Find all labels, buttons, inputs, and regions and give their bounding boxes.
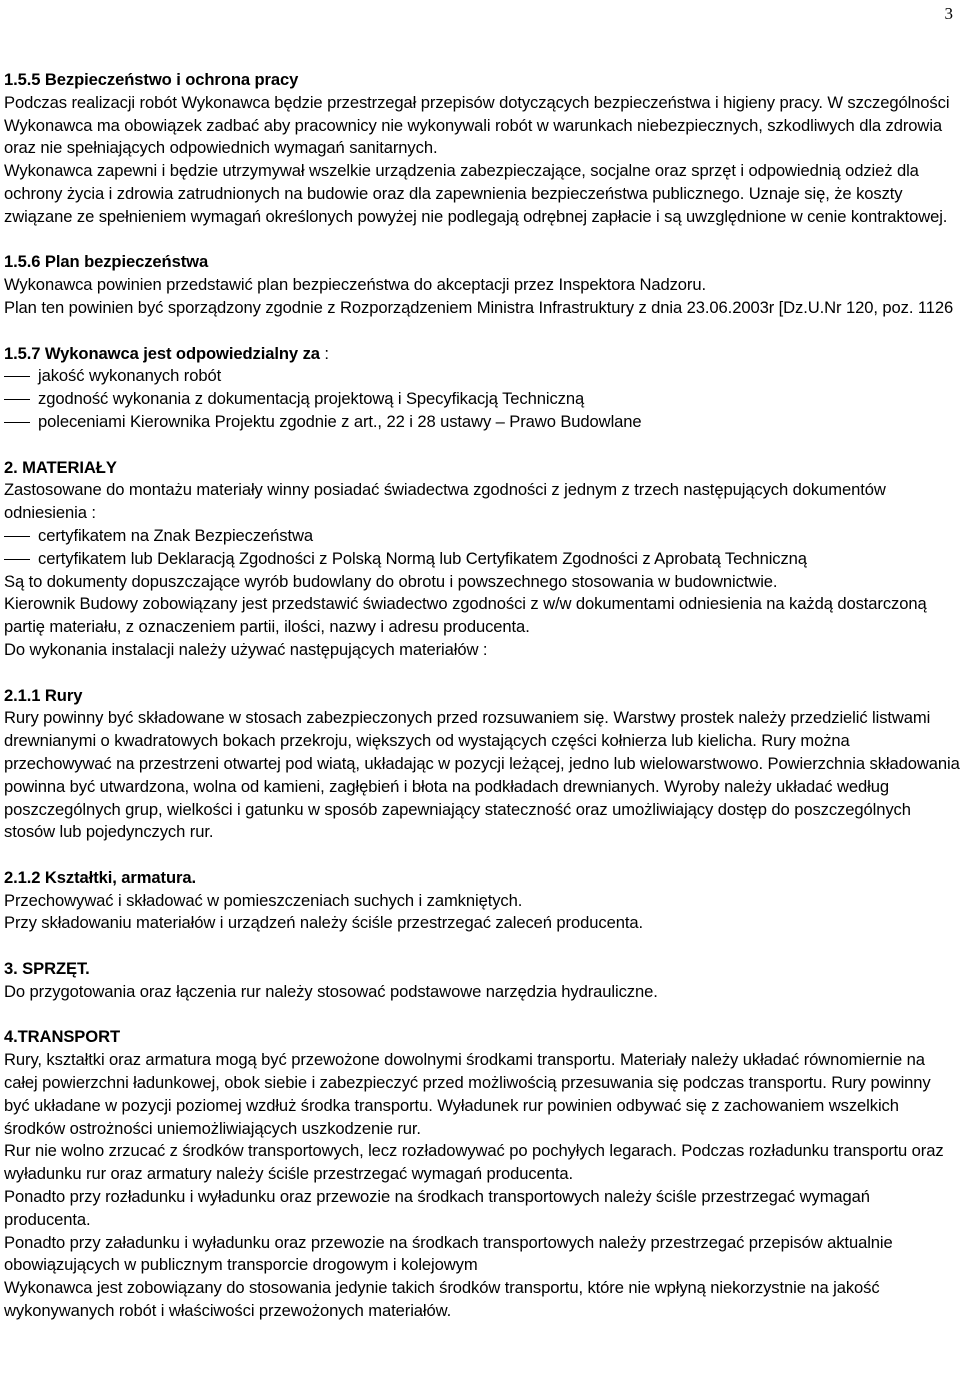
- list-item: certyfikatem na Znak Bezpieczeństwa: [4, 525, 960, 548]
- section-heading: 2.1.1 Rury: [4, 685, 83, 705]
- page-number: 3: [944, 4, 953, 23]
- document-body: [4, 69, 960, 1323]
- paragraph: Są to dokumenty dopuszczające wyrób budowlany do obrotu i powszechnego stosowania w budownictwie.: [4, 571, 778, 591]
- paragraph: Rury, kształtki oraz armatura mogą być przewożone dowolnymi środkami transportu. Materiały należy układać równomiernie na całej powierzchni ładunkowej, obok siebie i zabezpieczyć przed możliwością przesuwania się podczas transportu. Rury powinny być układane w pozycji poziomej wzdłuż środka transportu. Wyładunek rur powinien odbywać się z zachowaniem wszelkich środków ostrożności uniemożliwiających uszkodzenie rur.: [4, 1050, 931, 1138]
- paragraph: Rury powinny być składowane w stosach zabezpieczonych przed rozsuwaniem się. Warstwy prostek należy przedzielić listwami drewnianymi o kwadratowych bokach przekroju, większych od wystających części kołnierza lub kielicha. Rury można przechowywać na przestrzeni otwartej pod wiatą, układając w pozycji leżącej, jedno lub wielowarstwowo. Powierzchnia składowania powinna być utwardzona, wolna od kamieni, zagłębień i błota na podkładach drewnianych. Wyroby należy układać według poszczególnych grup, wielkości i gatunku w sposób zapewniający stateczność oraz umożliwiający dostęp do poszczególnych stosów lub pojedynczych rur.: [4, 708, 960, 842]
- heading-suffix: :: [319, 343, 329, 363]
- paragraph: Wykonawca jest zobowiązany do stosowania jedynie takich środków transportu, które nie wpłyną niekorzystnie na jakość wykonywanych robót i właściwości przewożonych materiałów.: [4, 1278, 880, 1321]
- dash-bullet-icon: [4, 536, 30, 537]
- responsibility-list: [4, 365, 960, 433]
- list-item: poleceniami Kierownika Projektu zgodnie z art., 22 i 28 ustawy – Prawo Budowlane: [4, 411, 960, 434]
- paragraph: Rur nie wolno zrzucać z środków transportowych, lecz rozładowywać po pochyłych legarach. Podczas rozładunku transportu oraz wyładunku rur oraz armatury należy ściśle przestrzegać wymagań producenta.: [4, 1141, 944, 1184]
- section-heading: 1.5.5 Bezpieczeństwo i ochrona pracy: [4, 70, 299, 89]
- list-item: certyfikatem lub Deklaracją Zgodności z Polską Normą lub Certyfikatem Zgodności z Aprobatą Techniczną: [4, 548, 960, 571]
- paragraph: Wykonawca powinien przedstawić plan bezpieczeństwa do akceptacji przez Inspektora Nadzoru.: [4, 275, 706, 295]
- section-heading: 2.1.2 Kształtki, armatura.: [4, 867, 197, 887]
- section-heading: 3. SPRZĘT.: [4, 959, 90, 979]
- section-heading: 2. MATERIAŁY: [4, 457, 117, 477]
- paragraph: Przy składowaniu materiałów i urządzeń należy ściśle przestrzegać zaleceń producenta.: [4, 913, 643, 933]
- section-heading: 1.5.6 Plan bezpieczeństwa: [4, 252, 209, 272]
- dash-bullet-icon: [4, 399, 30, 400]
- section-heading-line: [4, 343, 960, 366]
- certificate-list: [4, 525, 960, 571]
- paragraph: Przechowywać i składować w pomieszczeniach suchych i zamkniętych.: [4, 890, 523, 910]
- paragraph: Plan ten powinien być sporządzony zgodnie z Rozporządzeniem Ministra Infrastruktury z dnia 23.06.2003r [Dz.U.Nr 120, poz. 1126: [4, 297, 954, 317]
- section-2: [4, 457, 960, 662]
- section-1-5-5: [4, 69, 960, 229]
- dash-bullet-icon: [4, 376, 30, 377]
- paragraph: Do wykonania instalacji należy używać następujących materiałów :: [4, 639, 488, 659]
- paragraph: Ponadto przy załadunku i wyładunku oraz przewozie na środkach transportowych należy przestrzegać przepisów aktualnie obowiązujących w publicznym transporcie drogowym i kolejowym: [4, 1232, 893, 1275]
- section-heading: 1.5.7 Wykonawca jest odpowiedzialny za: [4, 343, 320, 363]
- section-3: [4, 958, 960, 1004]
- section-2-1-2: [4, 867, 960, 935]
- paragraph: Kierownik Budowy zobowiązany jest przedstawić świadectwo zgodności z w/w dokumentami odniesienia na każdą dostarczoną partię materiału, z oznaczeniem partii, ilości, nazwy i adresu producenta.: [4, 594, 927, 637]
- dash-bullet-icon: [4, 559, 30, 560]
- paragraph: Do przygotowania oraz łączenia rur należy stosować podstawowe narzędzia hydrauliczne.: [4, 981, 658, 1001]
- section-heading: 4.TRANSPORT: [4, 1027, 120, 1047]
- paragraph: Wykonawca zapewni i będzie utrzymywał wszelkie urządzenia zabezpieczające, socjalne oraz sprzęt i odpowiednią odzież dla ochrony życia i zdrowia zatrudnionych na budowie oraz dla zapewnienia bezpieczeństwa publicznego. Uznaje się, że koszty związane ze spełnieniem wymagań określonych powyżej nie podlegają odrębnej zapłacie i są uwzględnione w cenie kontraktowej.: [4, 161, 948, 226]
- list-item: jakość wykonanych robót: [4, 365, 960, 388]
- list-item: zgodność wykonania z dokumentacją projektową i Specyfikacją Techniczną: [4, 388, 960, 411]
- paragraph: Podczas realizacji robót Wykonawca będzie przestrzegał przepisów dotyczących bezpieczeństwa i higieny pracy. W szczególności Wykonawca ma obowiązek zadbać aby pracownicy nie wykonywali robót w warunkach niebezpiecznych, szkodliwych dla zdrowia oraz nie spełniających odpowiednich wymagań sanitarnych.: [4, 92, 950, 158]
- section-4: [4, 1026, 960, 1322]
- paragraph: Zastosowane do montażu materiały winny posiadać świadectwa zgodności z jednym z trzech następujących dokumentów odniesienia :: [4, 480, 886, 523]
- paragraph: Ponadto przy rozładunku i wyładunku oraz przewozie na środkach transportowych należy ściśle przestrzegać wymagań producenta.: [4, 1187, 870, 1229]
- section-2-1-1: [4, 685, 960, 845]
- section-1-5-6: [4, 251, 960, 319]
- dash-bullet-icon: [4, 422, 30, 423]
- section-1-5-7: [4, 343, 960, 434]
